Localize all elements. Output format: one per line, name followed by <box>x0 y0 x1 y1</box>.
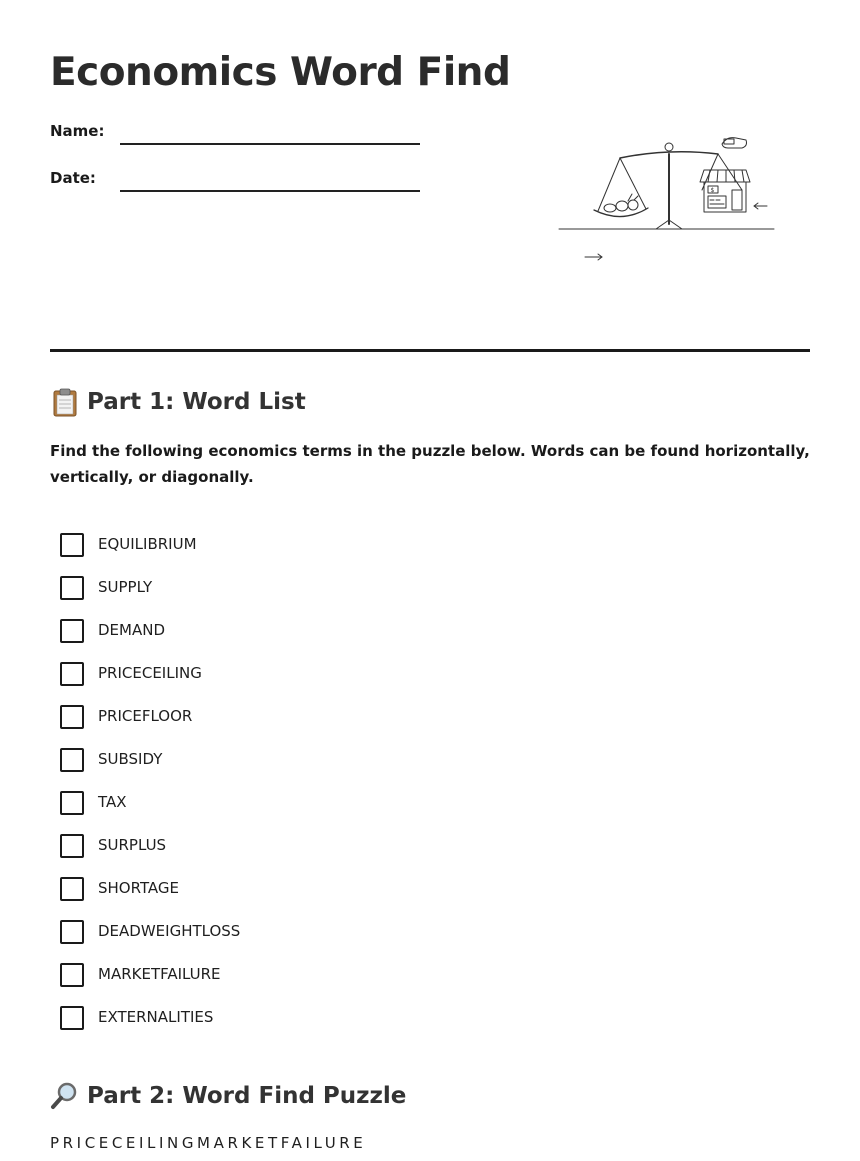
word-label: SUPPLY <box>98 578 153 596</box>
word-label: EXTERNALITIES <box>98 1008 214 1026</box>
word-checkbox[interactable] <box>60 920 84 944</box>
shop-price-sign: $ <box>710 187 715 194</box>
word-list-item <box>60 574 240 617</box>
word-checkbox[interactable] <box>60 963 84 987</box>
word-list-item <box>60 703 240 746</box>
word-checkbox[interactable] <box>60 576 84 600</box>
word-list-item <box>60 875 240 918</box>
word-label: DEADWEIGHTLOSS <box>98 922 241 940</box>
name-field[interactable] <box>120 143 420 145</box>
word-label: SURPLUS <box>98 836 167 854</box>
part1-heading-text: Part 1: Word List <box>87 389 306 415</box>
word-label: TAX <box>98 793 127 811</box>
section-divider <box>50 349 810 352</box>
magnifying-glass-icon <box>50 1081 80 1111</box>
word-label: SUBSIDY <box>98 750 163 768</box>
word-label: PRICECEILING <box>98 664 202 682</box>
word-checkbox[interactable] <box>60 662 84 686</box>
word-list-item <box>60 531 240 574</box>
word-checkbox[interactable] <box>60 791 84 815</box>
word-list-item <box>60 832 240 875</box>
part2-heading <box>50 1081 406 1111</box>
puzzle-row: PRICECEILINGMARKETFAILURE <box>50 1134 367 1152</box>
word-checkbox[interactable] <box>60 748 84 772</box>
word-checkbox[interactable] <box>60 705 84 729</box>
balance-scale-illustration <box>552 128 782 273</box>
word-checkbox[interactable] <box>60 619 84 643</box>
word-checkbox[interactable] <box>60 1006 84 1030</box>
word-list <box>60 531 240 1047</box>
date-label: Date: <box>50 169 96 187</box>
word-list-item <box>60 660 240 703</box>
part1-heading <box>50 387 306 417</box>
word-label: PRICEFLOOR <box>98 707 193 725</box>
word-checkbox[interactable] <box>60 834 84 858</box>
name-label: Name: <box>50 122 105 140</box>
word-list-item <box>60 746 240 789</box>
part2-heading-text: Part 2: Word Find Puzzle <box>87 1083 407 1109</box>
instructions: Find the following economics terms in the puzzle below. Words can be found horizontally, vertically, or diagonally. <box>50 442 810 486</box>
word-label: MARKETFAILURE <box>98 965 221 983</box>
page-title: Economics Word Find <box>50 50 511 95</box>
word-list-item <box>60 918 240 961</box>
word-list-item <box>60 617 240 660</box>
word-label: DEMAND <box>98 621 166 639</box>
word-label: EQUILIBRIUM <box>98 535 197 553</box>
word-checkbox[interactable] <box>60 877 84 901</box>
word-list-item <box>60 1004 240 1047</box>
word-checkbox[interactable] <box>60 533 84 557</box>
word-list-item <box>60 961 240 1004</box>
clipboard-icon <box>50 387 80 417</box>
date-field[interactable] <box>120 190 420 192</box>
word-list-item <box>60 789 240 832</box>
word-label: SHORTAGE <box>98 879 180 897</box>
